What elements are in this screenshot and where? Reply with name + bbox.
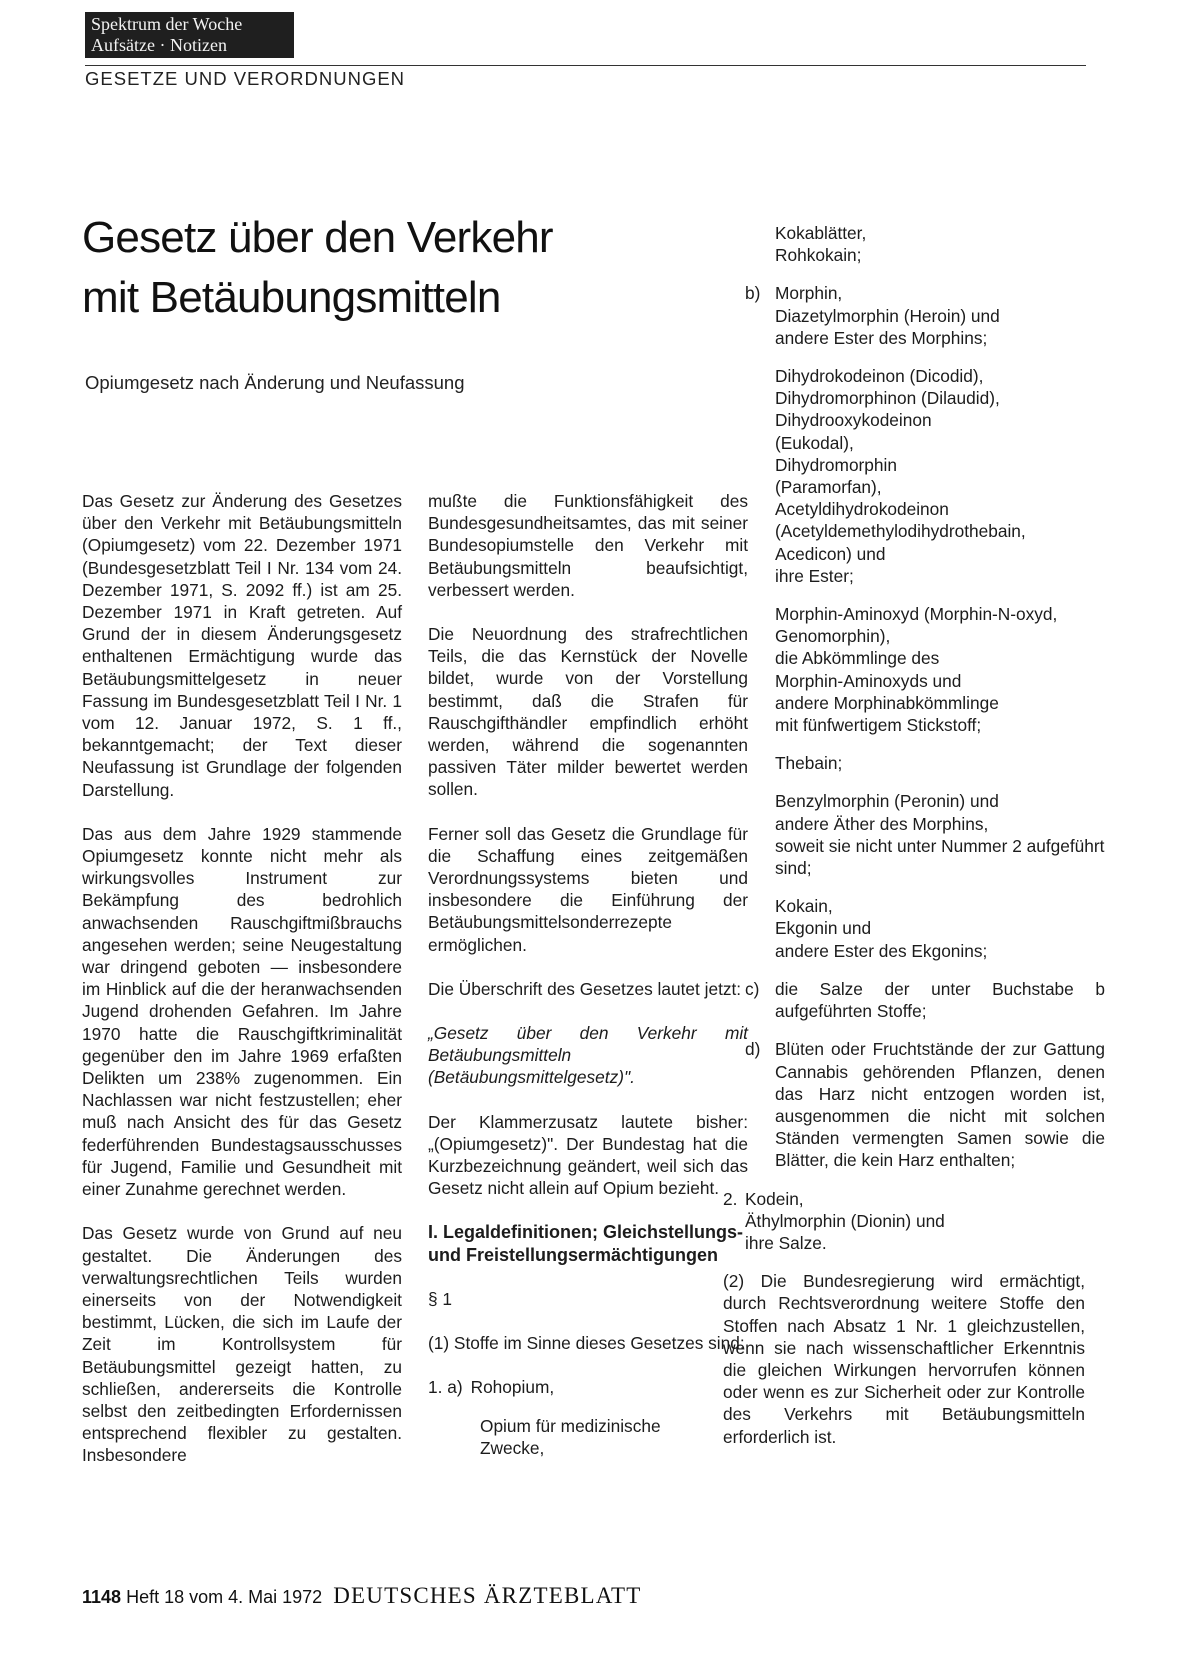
list-text: andere Ester des Ekgonins; — [775, 940, 988, 961]
list-text: Dihydromorphin — [775, 454, 897, 475]
paragraph: Das aus dem Jahre 1929 stammende Opiumgesetz konnte nicht mehr als wirkungsvolles Instrument zur Bekämpfung des bedrohlich anwachsenden Rauschgiftmißbrauchs angesehen werden; seine Neugestaltung war dringend geboten — insbesondere im Hinblick auf die der heranwachsenden Jugend drohenden Gefahren. Im Jahre 1970 hatte die Rauschgiftkriminalität gegenüber den im Jahre 1969 erfaßten Delikten um 238% zugenommen. Ein Nachlassen war nicht festzustellen; eher muß nach Ansicht des für das Gesetz federführenden Bundestagsausschusses für Jugend, Familie und Gesundheit mit einer Zunahme gerechnet werden. — [82, 823, 402, 1200]
header-rule — [85, 65, 1086, 66]
list-text: Morphin, — [775, 283, 843, 304]
paragraph: Ferner soll das Gesetz die Grundlage für die Schaffung eines zeitgemäßen Verordnungssystems bieten und insbesondere die Einführung der Betäubungsmittelsonderrezepte ermöglichen. — [428, 823, 748, 955]
list-group — [775, 895, 1105, 962]
list-text: Acedicon) und — [775, 543, 886, 564]
article-subtitle: Opiumgesetz nach Änderung und Neufassung — [85, 372, 465, 393]
page-footer — [82, 1583, 642, 1609]
list-text: Benzylmorphin (Peronin) und — [775, 791, 999, 812]
list-item-1a-continued — [480, 1415, 748, 1459]
list-text: Kokain, — [775, 896, 833, 917]
page-number: 1148 — [82, 1587, 122, 1607]
list-group — [775, 603, 1105, 736]
paragraph: (1) Stoffe im Sinne dieses Gesetzes sind: — [428, 1333, 745, 1354]
list-text: Morphin-Aminoxyd (Morphin-N-oxyd, Genomorphin), — [775, 604, 1058, 647]
list-text: andere Morphinabkömmlinge — [775, 692, 999, 713]
list-item-1c — [745, 978, 1105, 1022]
list-label: 1. a) — [428, 1377, 463, 1398]
list-text: Morphin-Aminoxyds und — [775, 670, 962, 691]
list-group — [775, 282, 1105, 349]
list-text: Äthylmorphin (Dionin) und — [745, 1210, 945, 1231]
paragraph: Der Klammerzusatz lautete bisher: „(Opiumgesetz)". Der Bundestag hat die Kurzbezeichnung geändert, weil sich das Gesetz nicht allein auf Opium bezieht. — [428, 1111, 748, 1199]
paragraph: Das Gesetz wurde von Grund auf neu gestaltet. Die Änderungen des verwaltungsrechtlichen Teils wurden einerseits von der Notwendigkeit bestimmt, Lücken, die sich im Laufe der Zeit im Kontrollsystem für Betäubungsmittel gezeigt hatten, zu schließen, andererseits die Kontrolle selbst den zeitbedingten Erfordernissen entsprechend flexibler zu gestalten. Insbesondere — [82, 1223, 402, 1466]
list-text: Opium für medizinische — [480, 1415, 661, 1436]
paragraph: Das Gesetz zur Änderung des Gesetzes über den Verkehr mit Betäubungsmitteln (Opiumgesetz) vom 22. Dezember 1971 (Bundesgesetzblatt Teil I Nr. 134 vom 24. Dezember 1971, S. 2092 ff.) ist am 25. Dezember 1971 in Kraft getreten. Auf Grund der in diesem Änderungsgesetz enthaltenen Ermächtigung wurde das Betäubungsmittelgesetz in neuer Fassung im Bundesgesetzblatt Teil I Nr. 1 vom 12. Januar 1972, S. 1 ff., bekanntgemacht; der Text dieser Neufassung ist Grundlage der folgenden Darstellung. — [82, 491, 402, 800]
list-label: d) — [745, 1039, 761, 1060]
list-label: c) — [745, 978, 760, 999]
list-text: Blüten oder Fruchtstände der zur Gattung Cannabis gehörenden Pflanzen, denen das Harz nicht entzogen worden ist, ausgenommen die nicht mit solchen Ständen vermengten Samen sowie die Blätter, die kein Harz enthalten; — [775, 1039, 1105, 1171]
list-label: b) — [745, 283, 761, 304]
list-text: Rohkokain; — [775, 245, 862, 266]
paragraph-sign: § 1 — [428, 1288, 453, 1309]
list-text: Zwecke, — [480, 1437, 545, 1458]
list-text: (Paramorfan), — [775, 477, 882, 498]
column-2 — [428, 490, 748, 1459]
list-text: die Salze der unter Buchstabe b aufgeführten Stoffe; — [775, 978, 1105, 1022]
title-line-2: mit Betäubungsmitteln — [82, 273, 501, 322]
list-text: Dihydrooxykodeinon — [775, 410, 932, 431]
masthead-box — [85, 12, 294, 58]
paragraph: Die Überschrift des Gesetzes lautet jetzt: — [428, 978, 742, 999]
masthead-line-2: Aufsätze · Notizen — [91, 35, 227, 55]
list-text: Diazetylmorphin (Heroin) und — [775, 305, 1000, 326]
masthead-line-1: Spektrum der Woche — [91, 14, 243, 34]
article-title — [82, 208, 722, 328]
list-text: ihre Ester; — [775, 565, 854, 586]
list-text: ihre Salze. — [745, 1232, 827, 1253]
column-3 — [723, 222, 1105, 1470]
law-title-quote: „Gesetz über den Verkehr mit Betäubungsmitteln (Betäubungsmittelgesetz)". — [428, 1023, 748, 1088]
list-text: (Eukodal), — [775, 432, 854, 453]
issue-info: Heft 18 vom 4. Mai 1972 — [126, 1587, 323, 1607]
list-text: Acetyldihydrokodeinon (Acetyldemethylodihydrothebain, — [775, 499, 1026, 542]
list-text: Rohopium, — [470, 1377, 555, 1398]
section-heading: I. Legaldefinitionen; Gleichstellungs- und Freistellungsermächtigungen — [428, 1222, 744, 1265]
title-line-1: Gesetz über den Verkehr — [82, 213, 553, 262]
section-label: GESETZE UND VERORDNUNGEN — [85, 68, 406, 89]
magazine-name: DEUTSCHES ÄRZTEBLATT — [333, 1583, 642, 1608]
paragraph: mußte die Funktionsfähigkeit des Bundesgesundheitsamtes, das mit seiner Bundesopiumstelle den Verkehr mit Betäubungsmitteln beaufsichtigt, verbessert werden. — [428, 491, 748, 600]
list-item-1a — [428, 1376, 748, 1398]
list-text: Thebain; — [775, 753, 843, 774]
list-item-1b — [745, 282, 1105, 961]
list-text: soweit sie nicht unter Nummer 2 aufgeführt sind; — [775, 835, 1105, 879]
list-group — [775, 790, 1105, 879]
list-item-1a-end — [775, 222, 1105, 266]
list-group — [745, 1188, 1105, 1255]
list-label: 2. — [723, 1188, 738, 1209]
list-text: Kokablätter, — [775, 223, 867, 243]
list-text: Dihydrokodeinon (Dicodid), — [775, 366, 984, 387]
list-text: mit fünfwertigem Stickstoff; — [775, 715, 982, 736]
list-text: Ekgonin und — [775, 918, 872, 939]
list-group — [775, 365, 1105, 587]
list-text: andere Äther des Morphins, — [775, 813, 989, 834]
list-item-2 — [723, 1188, 1105, 1255]
list-text: Dihydromorphinon (Dilaudid), — [775, 388, 1000, 409]
paragraph: (2) Die Bundesregierung wird ermächtigt, durch Rechtsverordnung weitere Stoffe den Stoffen nach Absatz 1 Nr. 1 gleichzustellen, wenn sie nach wissenschaftlicher Erkenntnis die gleichen Wirkungen hervorrufen können oder wenn es zur Sicherheit oder zur Kontrolle des Verkehrs mit Betäubungsmitteln erforderlich ist. — [723, 1271, 1085, 1447]
list-item-1d — [745, 1038, 1105, 1171]
list-text: die Abkömmlinge des — [775, 648, 940, 669]
column-1 — [82, 490, 402, 1489]
list-text: andere Ester des Morphins; — [775, 327, 988, 348]
list-text: Kodein, — [745, 1188, 804, 1209]
paragraph: Die Neuordnung des strafrechtlichen Teils, die das Kernstück der Novelle bildet, wurde von der Vorstellung bestimmt, daß die Strafen für Rauschgifthändler empfindlich erhöht werden, während die sogenannten passiven Täter milder bewertet werden sollen. — [428, 624, 748, 800]
